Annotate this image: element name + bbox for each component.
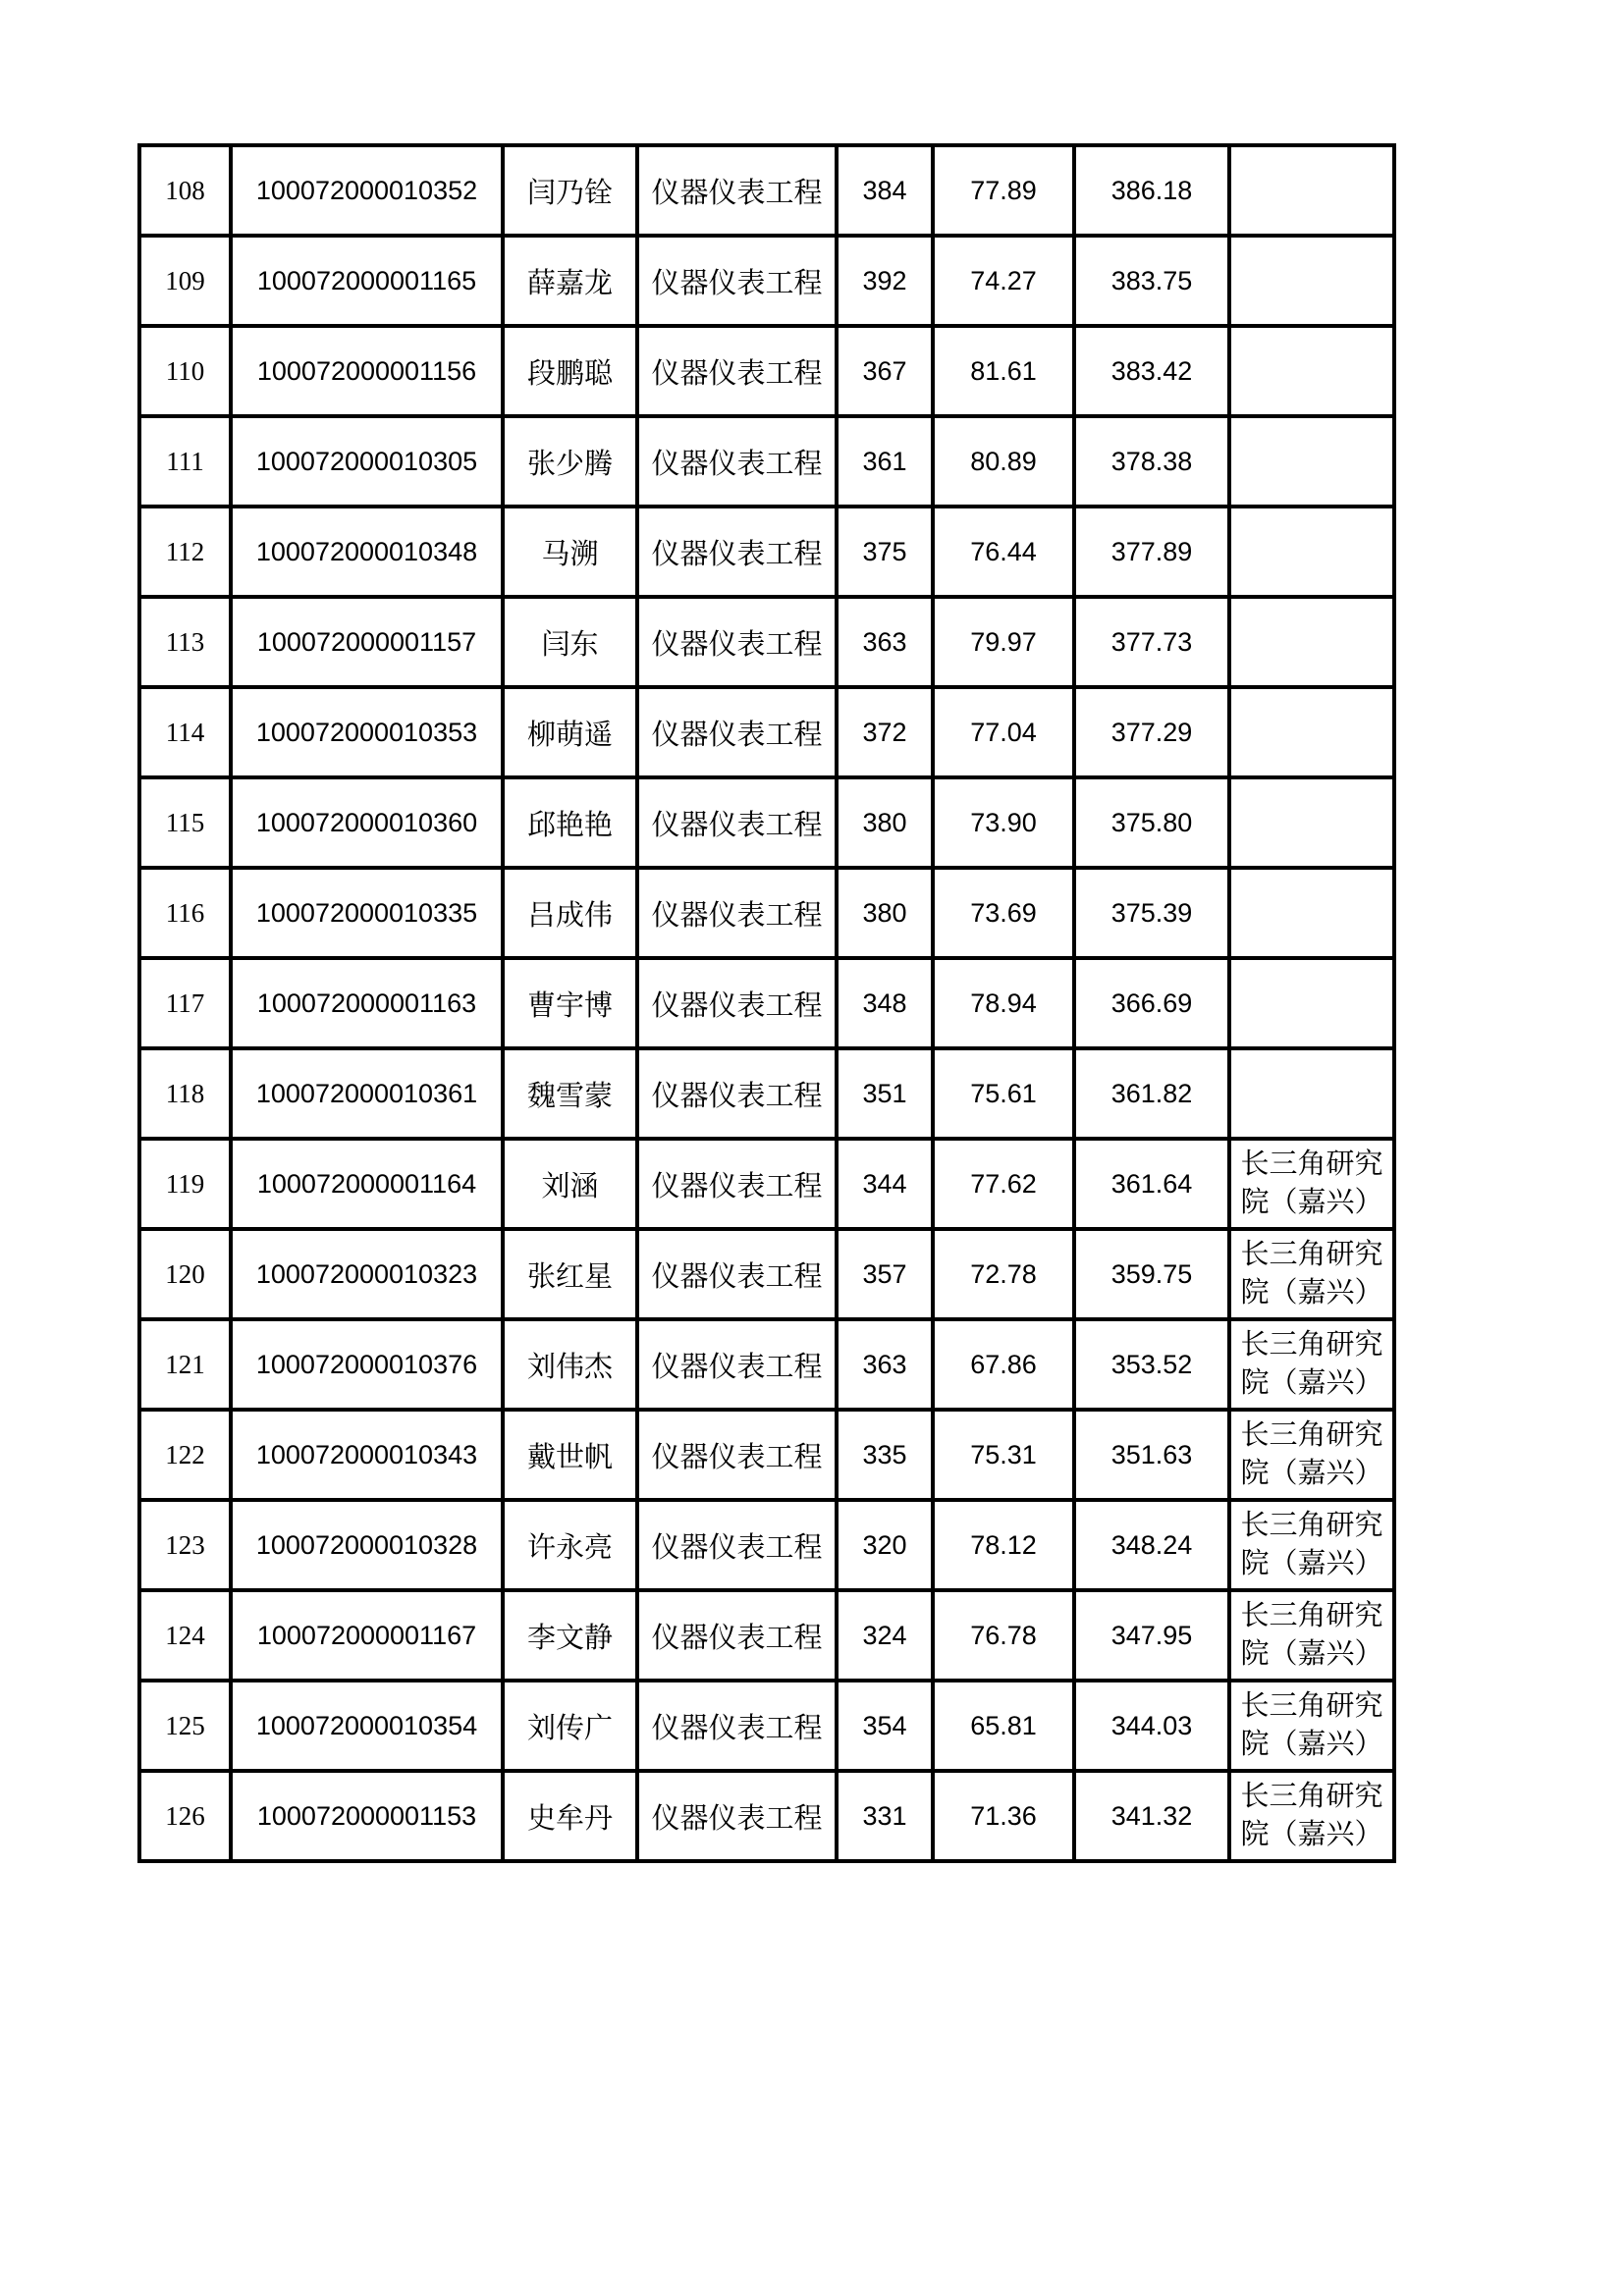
cell-number: 117 — [139, 958, 231, 1048]
cell-initial-score: 357 — [837, 1229, 933, 1319]
cell-remark: 长三角研究院（嘉兴） — [1229, 1410, 1394, 1500]
cell-initial-score: 375 — [837, 507, 933, 597]
table-row — [139, 1410, 1394, 1500]
cell-major: 仪器仪表工程 — [637, 777, 837, 868]
cell-number: 124 — [139, 1590, 231, 1681]
cell-name: 段鹏聪 — [503, 326, 637, 416]
cell-candidate-id: 100072000001153 — [231, 1771, 503, 1861]
table-row — [139, 145, 1394, 236]
cell-major: 仪器仪表工程 — [637, 507, 837, 597]
cell-remark: 长三角研究院（嘉兴） — [1229, 1500, 1394, 1590]
cell-candidate-id: 100072000010352 — [231, 145, 503, 236]
cell-major: 仪器仪表工程 — [637, 1410, 837, 1500]
table-row — [139, 1048, 1394, 1139]
cell-number: 111 — [139, 416, 231, 507]
cell-name: 柳萌遥 — [503, 687, 637, 777]
cell-total-score: 377.73 — [1074, 597, 1229, 687]
cell-candidate-id: 100072000010335 — [231, 868, 503, 958]
cell-total-score: 353.52 — [1074, 1319, 1229, 1410]
cell-initial-score: 324 — [837, 1590, 933, 1681]
cell-initial-score: 351 — [837, 1048, 933, 1139]
cell-remark: 长三角研究院（嘉兴） — [1229, 1771, 1394, 1861]
cell-remark — [1229, 597, 1394, 687]
cell-retest-score: 74.27 — [933, 236, 1074, 326]
cell-major: 仪器仪表工程 — [637, 1139, 837, 1229]
cell-number: 112 — [139, 507, 231, 597]
cell-total-score: 351.63 — [1074, 1410, 1229, 1500]
table-row — [139, 597, 1394, 687]
cell-major: 仪器仪表工程 — [637, 868, 837, 958]
cell-total-score: 386.18 — [1074, 145, 1229, 236]
cell-number: 121 — [139, 1319, 231, 1410]
cell-retest-score: 73.90 — [933, 777, 1074, 868]
cell-total-score: 341.32 — [1074, 1771, 1229, 1861]
cell-retest-score: 72.78 — [933, 1229, 1074, 1319]
cell-name: 曹宇博 — [503, 958, 637, 1048]
cell-candidate-id: 100072000010360 — [231, 777, 503, 868]
cell-remark — [1229, 687, 1394, 777]
cell-candidate-id: 100072000001163 — [231, 958, 503, 1048]
cell-remark: 长三角研究院（嘉兴） — [1229, 1229, 1394, 1319]
cell-initial-score: 384 — [837, 145, 933, 236]
table-row — [139, 416, 1394, 507]
table-row — [139, 1590, 1394, 1681]
cell-total-score: 361.64 — [1074, 1139, 1229, 1229]
table-row — [139, 326, 1394, 416]
cell-total-score: 359.75 — [1074, 1229, 1229, 1319]
cell-total-score: 383.42 — [1074, 326, 1229, 416]
cell-retest-score: 79.97 — [933, 597, 1074, 687]
table-row — [139, 1139, 1394, 1229]
table-row — [139, 777, 1394, 868]
cell-retest-score: 67.86 — [933, 1319, 1074, 1410]
table-row — [139, 1681, 1394, 1771]
cell-initial-score: 361 — [837, 416, 933, 507]
table-row — [139, 868, 1394, 958]
table-row — [139, 958, 1394, 1048]
cell-total-score: 375.39 — [1074, 868, 1229, 958]
cell-retest-score: 81.61 — [933, 326, 1074, 416]
cell-name: 张红星 — [503, 1229, 637, 1319]
cell-retest-score: 65.81 — [933, 1681, 1074, 1771]
cell-name: 许永亮 — [503, 1500, 637, 1590]
score-table-body — [139, 145, 1394, 1861]
cell-total-score: 383.75 — [1074, 236, 1229, 326]
cell-candidate-id: 100072000001165 — [231, 236, 503, 326]
cell-candidate-id: 100072000001156 — [231, 326, 503, 416]
cell-name: 刘传广 — [503, 1681, 637, 1771]
cell-number: 125 — [139, 1681, 231, 1771]
cell-major: 仪器仪表工程 — [637, 958, 837, 1048]
cell-major: 仪器仪表工程 — [637, 1771, 837, 1861]
cell-remark — [1229, 958, 1394, 1048]
cell-total-score: 344.03 — [1074, 1681, 1229, 1771]
cell-remark — [1229, 236, 1394, 326]
cell-major: 仪器仪表工程 — [637, 1048, 837, 1139]
cell-initial-score: 344 — [837, 1139, 933, 1229]
cell-name: 史牟丹 — [503, 1771, 637, 1861]
cell-total-score: 375.80 — [1074, 777, 1229, 868]
cell-retest-score: 80.89 — [933, 416, 1074, 507]
cell-initial-score: 380 — [837, 777, 933, 868]
cell-candidate-id: 100072000010354 — [231, 1681, 503, 1771]
cell-retest-score: 77.89 — [933, 145, 1074, 236]
cell-number: 110 — [139, 326, 231, 416]
cell-name: 薛嘉龙 — [503, 236, 637, 326]
score-table — [137, 143, 1396, 1863]
cell-total-score: 366.69 — [1074, 958, 1229, 1048]
cell-major: 仪器仪表工程 — [637, 1681, 837, 1771]
cell-candidate-id: 100072000010323 — [231, 1229, 503, 1319]
cell-initial-score: 392 — [837, 236, 933, 326]
cell-retest-score: 78.94 — [933, 958, 1074, 1048]
cell-retest-score: 77.62 — [933, 1139, 1074, 1229]
cell-retest-score: 75.61 — [933, 1048, 1074, 1139]
cell-total-score: 347.95 — [1074, 1590, 1229, 1681]
cell-number: 122 — [139, 1410, 231, 1500]
cell-candidate-id: 100072000010343 — [231, 1410, 503, 1500]
cell-candidate-id: 100072000010348 — [231, 507, 503, 597]
cell-major: 仪器仪表工程 — [637, 1590, 837, 1681]
table-row — [139, 1500, 1394, 1590]
table-row — [139, 1771, 1394, 1861]
cell-retest-score: 76.78 — [933, 1590, 1074, 1681]
cell-major: 仪器仪表工程 — [637, 1319, 837, 1410]
cell-remark — [1229, 1048, 1394, 1139]
cell-retest-score: 73.69 — [933, 868, 1074, 958]
cell-name: 马溯 — [503, 507, 637, 597]
cell-remark — [1229, 868, 1394, 958]
cell-initial-score: 363 — [837, 597, 933, 687]
cell-name: 刘涵 — [503, 1139, 637, 1229]
cell-name: 闫乃铨 — [503, 145, 637, 236]
cell-number: 109 — [139, 236, 231, 326]
cell-initial-score: 354 — [837, 1681, 933, 1771]
table-row — [139, 1229, 1394, 1319]
cell-number: 115 — [139, 777, 231, 868]
cell-retest-score: 78.12 — [933, 1500, 1074, 1590]
cell-remark — [1229, 145, 1394, 236]
cell-number: 119 — [139, 1139, 231, 1229]
cell-remark: 长三角研究院（嘉兴） — [1229, 1139, 1394, 1229]
cell-total-score: 348.24 — [1074, 1500, 1229, 1590]
cell-major: 仪器仪表工程 — [637, 597, 837, 687]
cell-major: 仪器仪表工程 — [637, 687, 837, 777]
cell-initial-score: 320 — [837, 1500, 933, 1590]
cell-name: 刘伟杰 — [503, 1319, 637, 1410]
cell-retest-score: 71.36 — [933, 1771, 1074, 1861]
cell-total-score: 378.38 — [1074, 416, 1229, 507]
cell-number: 123 — [139, 1500, 231, 1590]
cell-candidate-id: 100072000010353 — [231, 687, 503, 777]
cell-name: 吕成伟 — [503, 868, 637, 958]
cell-major: 仪器仪表工程 — [637, 326, 837, 416]
cell-major: 仪器仪表工程 — [637, 1229, 837, 1319]
table-row — [139, 687, 1394, 777]
table-row — [139, 1319, 1394, 1410]
cell-retest-score: 75.31 — [933, 1410, 1074, 1500]
cell-retest-score: 76.44 — [933, 507, 1074, 597]
cell-name: 戴世帆 — [503, 1410, 637, 1500]
cell-initial-score: 331 — [837, 1771, 933, 1861]
cell-initial-score: 335 — [837, 1410, 933, 1500]
cell-initial-score: 348 — [837, 958, 933, 1048]
cell-remark: 长三角研究院（嘉兴） — [1229, 1681, 1394, 1771]
cell-number: 120 — [139, 1229, 231, 1319]
cell-number: 126 — [139, 1771, 231, 1861]
cell-candidate-id: 100072000010376 — [231, 1319, 503, 1410]
cell-initial-score: 380 — [837, 868, 933, 958]
cell-candidate-id: 100072000010305 — [231, 416, 503, 507]
cell-number: 116 — [139, 868, 231, 958]
cell-major: 仪器仪表工程 — [637, 145, 837, 236]
cell-major: 仪器仪表工程 — [637, 416, 837, 507]
cell-total-score: 377.29 — [1074, 687, 1229, 777]
cell-name: 李文静 — [503, 1590, 637, 1681]
cell-total-score: 377.89 — [1074, 507, 1229, 597]
table-row — [139, 507, 1394, 597]
cell-remark — [1229, 416, 1394, 507]
cell-remark — [1229, 507, 1394, 597]
cell-major: 仪器仪表工程 — [637, 1500, 837, 1590]
cell-remark: 长三角研究院（嘉兴） — [1229, 1319, 1394, 1410]
cell-number: 113 — [139, 597, 231, 687]
cell-candidate-id: 100072000010328 — [231, 1500, 503, 1590]
cell-remark — [1229, 777, 1394, 868]
cell-number: 108 — [139, 145, 231, 236]
table-row — [139, 236, 1394, 326]
cell-remark — [1229, 326, 1394, 416]
cell-name: 闫东 — [503, 597, 637, 687]
cell-candidate-id: 100072000010361 — [231, 1048, 503, 1139]
cell-candidate-id: 100072000001167 — [231, 1590, 503, 1681]
cell-number: 114 — [139, 687, 231, 777]
cell-remark: 长三角研究院（嘉兴） — [1229, 1590, 1394, 1681]
cell-total-score: 361.82 — [1074, 1048, 1229, 1139]
cell-name: 魏雪蒙 — [503, 1048, 637, 1139]
cell-name: 邱艳艳 — [503, 777, 637, 868]
cell-initial-score: 367 — [837, 326, 933, 416]
cell-candidate-id: 100072000001157 — [231, 597, 503, 687]
cell-name: 张少腾 — [503, 416, 637, 507]
cell-initial-score: 372 — [837, 687, 933, 777]
cell-initial-score: 363 — [837, 1319, 933, 1410]
cell-major: 仪器仪表工程 — [637, 236, 837, 326]
cell-number: 118 — [139, 1048, 231, 1139]
cell-candidate-id: 100072000001164 — [231, 1139, 503, 1229]
cell-retest-score: 77.04 — [933, 687, 1074, 777]
